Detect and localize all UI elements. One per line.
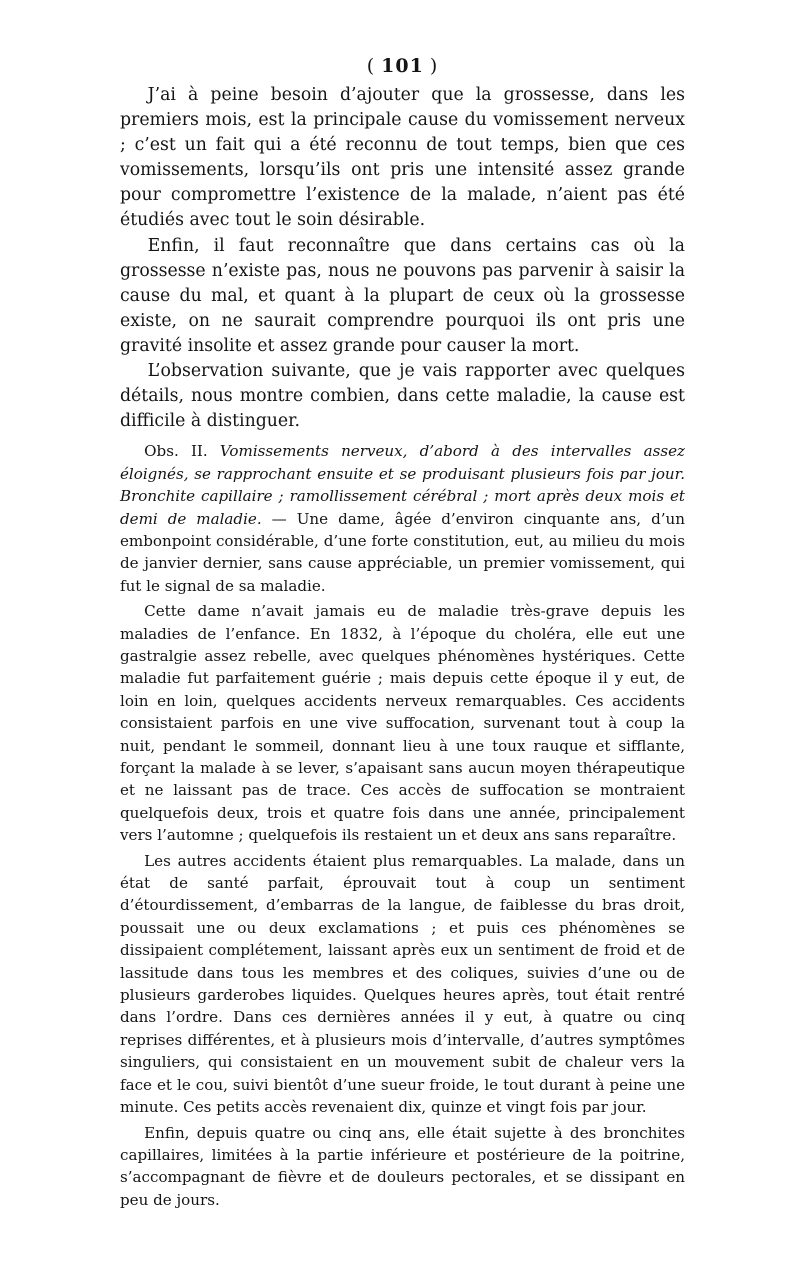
paragraph-observation-intro: L’observation suivante, que je vais rapporter avec quelques détails, nous montre combien, dans cette maladie, la cause est difficile à distinguer.	[120, 361, 685, 432]
page-number-value: 101	[381, 55, 424, 77]
paragraph-autres-accidents: Les autres accidents étaient plus remarquables. La malade, dans un état de santé parfait, éprouvait tout à coup un sentiment d’étourdissement, d’embarras de la langue, de faiblesse du bras droit, poussait une ou deux exclamations ; et puis ces phénomènes se dissipaient complétement, laissant après eux un sentiment de froid et de lassitude dans tous les membres et des coliques, suivies d’une ou de plusieurs garderobes liquides. Quelques heures après, tout était rentré dans l’ordre. Dans ces dernières années il y eut, à quatre ou cinq reprises différentes, et à plusieurs mois d’intervalle, d’autres symptômes singuliers, qui consistaient en un mouvement subit de chaleur vers la face et le cou, suivi bientôt d’une sueur froide, le tout durant à peine une minute. Ces petits accès revenaient dix, quinze et vingt fois par jour.	[120, 851, 685, 1117]
paren-open: (	[366, 55, 376, 77]
main-text	[120, 83, 685, 434]
paragraph-bronchites: Enfin, depuis quatre ou cinq ans, elle était sujette à des bronchites capillaires, limitées à la partie inférieure et postérieure de la poitrine, s’accompagnant de fièvre et de douleurs pectorales, et se dissipant en peu de jours.	[120, 1123, 685, 1209]
book-page	[120, 55, 685, 1211]
paragraph-grossesse: J’ai à peine besoin d’ajouter que la grossesse, dans les premiers mois, est la principale cause du vomissement nerveux ; c’est un fait qui a été reconnu de tout temps, bien que ces vomissements, lorsqu’ils ont pris une intensité assez grande pour compromettre l’existence de la malade, n’aient pas été étudiés avec tout le soin désirable.	[120, 85, 685, 231]
observation-heading	[120, 440, 685, 597]
page-number	[120, 55, 685, 77]
observation-title: Vomissements nerveux, d’abord à des intervalles assez éloignés, se rapprochant ensuite et se produisant plusieurs fois par jour. Bronchite capillaire ; ramollissement cérébral ; mort après deux mois et demi de maladie.	[120, 442, 685, 528]
paragraph-enfin: Enfin, il faut reconnaître que dans certains cas où la grossesse n’existe pas, nous ne pouvons pas parvenir à saisir la cause du mal, et quant à la plupart de ceux où la grossesse existe, on ne saurait comprendre pourquoi ils ont pris une gravité insolite et assez grande pour causer la mort.	[120, 235, 685, 356]
observation-section	[120, 440, 685, 1211]
paren-close: )	[429, 55, 439, 77]
paragraph-antecedents: Cette dame n’avait jamais eu de maladie très-grave depuis les maladies de l’enfance. En 1832, à l’époque du choléra, elle eut une gastralgie assez rebelle, avec quelques phénomènes hystériques. Cette maladie fut parfaitement guérie ; mais depuis cette époque il y eut, de loin en loin, quelques accidents nerveux remarquables. Ces accidents consistaient parfois en une vive suffocation, survenant tout à coup la nuit, pendant le sommeil, donnant lieu à une toux rauque et sifflante, forçant la malade à se lever, s’apaisant sans aucun moyen thérapeutique et ne laissant pas de trace. Ces accès de suffocation se montraient quelquefois deux, trois et quatre fois dans une année, principalement vers l’automne ; quelquefois ils restaient un et deux ans sans reparaître.	[120, 602, 685, 845]
observation-text: — Une dame, âgée d’environ cinquante ans, d’un embonpoint considérable, d’une forte constitution, eut, au milieu du mois de janvier dernier, sans cause appréciable, un premier vomissement, qui fut le signal de sa maladie.	[120, 509, 685, 595]
observation-label: Obs. II.	[144, 442, 208, 461]
